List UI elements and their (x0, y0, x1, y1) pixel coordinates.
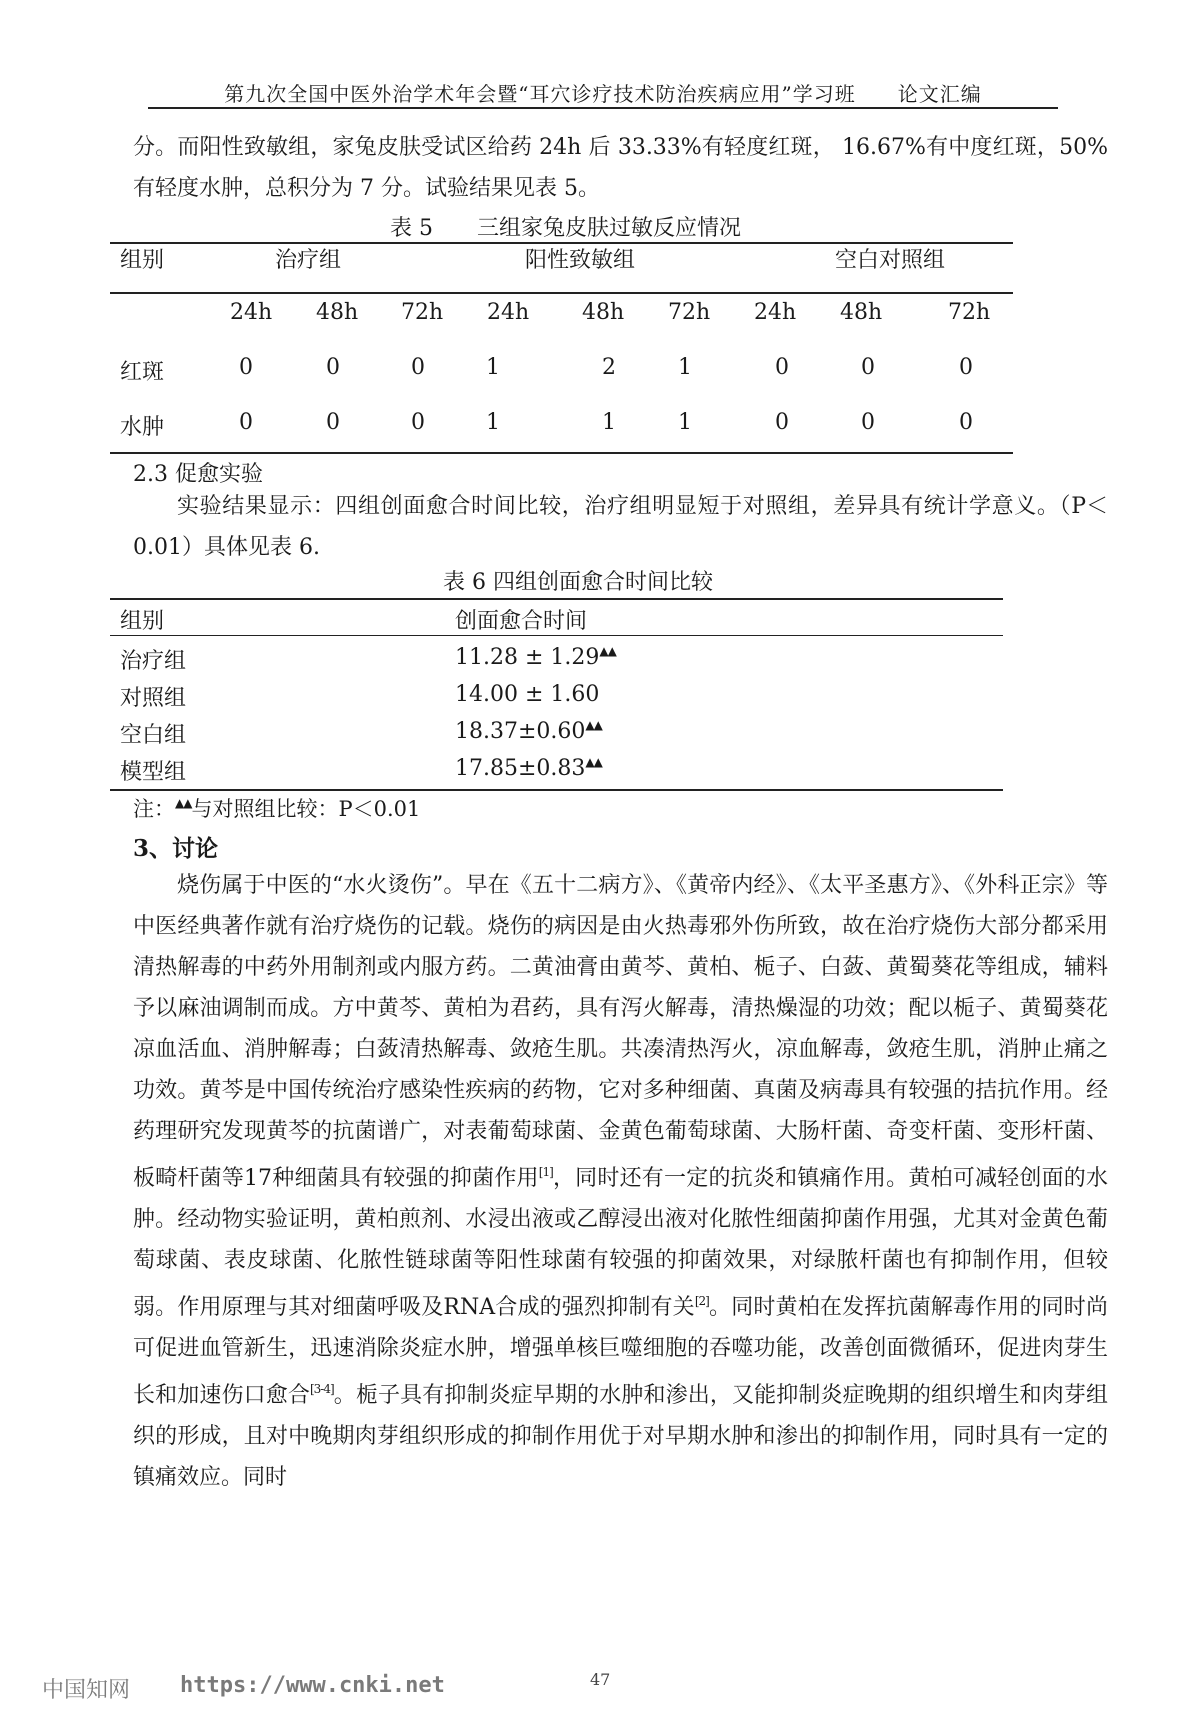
section-3-paragraph: 烧伤属于中医的“水火烫伤”。早在《五十二病方》、《黄帝内经》、《太平圣惠方》、《外科正宗》等中医经典著作就有治疗烧伤的记载。烧伤的病因是由火热毒邪外伤所致，故在治疗烧伤大部分都采用清热解毒的中药外用制剂或内服方药。二黄油膏由黄芩、黄柏、栀子、白蔹、黄蜀葵花等组成，辅料予以麻油调制而成。方中黄芩、黄柏为君药，具有泻火解毒，清热燥湿的功效；配以栀子、黄蜀葵花凉血活血、消肿解毒；白蔹清热解毒、敛疮生肌。共凑清热泻火，凉血解毒，敛疮生肌，消肿止痛之功效。黄芩是中国传统治疗感染性疾病的药物，它对多种细菌、真菌及病毒具有较强的拮抗作用。经药理研究发现黄芩的抗菌谱广，对表葡萄球菌、金黄色葡萄球菌、大肠杆菌、奇变杆菌、变形杆菌、板畸杆菌等17种细菌具有较强的抑菌作用[1]，同时还有一定的抗炎和镇痛作用。黄柏可减轻创面的水肿。经动物实验证明，黄柏煎剂、水浸出液或乙醇浸出液对化脓性细菌抑菌作用强，尤其对金黄色葡萄球菌、表皮球菌、化脓性链球菌等阳性球菌有较强的抑菌效果，对绿脓杆菌也有抑制作用，但较弱。作用原理与其对细菌呼吸及RNA合成的强烈抑制有关[2]。同时黄柏在发挥抗菌解毒作用的同时尚可促进血管新生，迅速消除炎症水肿，增强单核巨噬细胞的吞噬功能，改善创面微循环，促进肉芽生长和加速伤口愈合[3-4]。栀子具有抑制炎症早期的水肿和渗出，又能抑制炎症晚期的组织增生和肉芽组织的形成，且对中晚期肉芽组织形成的抑制作用优于对早期水肿和渗出的抑制作用，同时具有一定的镇痛效应。同时 (133, 873, 1108, 1490)
table5-cell: 1 (486, 355, 500, 380)
table5-time: 24h (754, 300, 797, 325)
table5-cell: 0 (861, 410, 875, 435)
table5-row-label: 红斑 (120, 360, 165, 385)
table5-cell: 0 (861, 355, 875, 380)
table6-col-header: 创面愈合时间 (455, 609, 588, 634)
table5-cell: 2 (602, 355, 616, 380)
table5-cell: 0 (959, 355, 973, 380)
citation: [2] (694, 1294, 709, 1308)
table5-group-header: 阳性致敏组 (525, 248, 636, 273)
table5-time: 24h (487, 300, 530, 325)
table6-row-value: 14.00 ± 1.60 (455, 682, 600, 707)
table5-cell: 0 (239, 410, 253, 435)
table5-cell: 0 (775, 410, 789, 435)
table5-cell: 0 (959, 410, 973, 435)
table5-header-rule (110, 292, 1013, 294)
table5-row-label: 水肿 (120, 415, 165, 440)
table6-row-group: 治疗组 (120, 649, 187, 674)
table5-cell: 0 (411, 410, 425, 435)
table6-row-value: 17.85±0.83▲▲ (455, 755, 602, 781)
section-2-3-paragraph: 实验结果显示：四组创面愈合时间比较，治疗组明显短于对照组，差异具有统计学意义。（P＜0.01）具体见表 6. (133, 494, 1108, 560)
table5-group-header: 空白对照组 (835, 248, 946, 273)
significance-mark: ▲▲ (175, 796, 192, 810)
table6-caption: 表 6 四组创面愈合时间比较 (443, 570, 713, 595)
page-number: 47 (590, 1670, 611, 1689)
table6-bottom-rule (110, 789, 1003, 791)
intro-paragraph: 分。而阳性致敏组，家兔皮肤受试区给药 24h 后 33.33%有轻度红斑， 16.67%有中度红斑，50%有轻度水肿，总积分为 7 分。试验结果见表 5。 (133, 135, 1108, 201)
running-header: 第九次全国中医外治学术年会暨“耳穴诊疗技术防治疾病应用”学习班 论文汇编 (224, 82, 982, 106)
citation: [1] (538, 1165, 553, 1179)
table5-cell: 0 (775, 355, 789, 380)
table5-time: 48h (316, 300, 359, 325)
table5-cell: 0 (239, 355, 253, 380)
table6-top-rule (110, 598, 1003, 600)
significance-mark: ▲▲ (599, 644, 616, 658)
table5-time: 24h (230, 300, 273, 325)
table5-time: 72h (948, 300, 991, 325)
table5-time: 72h (668, 300, 711, 325)
table5-cell: 0 (326, 355, 340, 380)
table6-header-rule (110, 635, 1003, 636)
header-rule (148, 107, 1058, 109)
table5-time: 72h (401, 300, 444, 325)
table6-row-group: 空白组 (120, 723, 187, 748)
section-2-3-heading: 2.3 促愈实验 (133, 462, 263, 487)
table5-cell: 1 (602, 410, 616, 435)
table6-col-header: 组别 (120, 609, 165, 634)
cnki-watermark: 中国知网 (42, 1678, 131, 1703)
table5-bottom-rule (110, 452, 1013, 454)
significance-mark: ▲▲ (585, 718, 602, 732)
table5-cell: 1 (678, 355, 692, 380)
significance-mark: ▲▲ (585, 755, 602, 769)
section-3-heading: 3、讨论 (133, 835, 219, 862)
table6-row-group: 对照组 (120, 686, 187, 711)
table5-col-header: 组别 (120, 248, 165, 273)
table6-row-value: 18.37±0.60▲▲ (455, 718, 602, 744)
table5-time: 48h (840, 300, 883, 325)
citation: [3-4] (309, 1382, 334, 1396)
table5-group-header: 治疗组 (275, 248, 342, 273)
table5-cell: 0 (326, 410, 340, 435)
table5-time: 48h (582, 300, 625, 325)
table5-cell: 1 (486, 410, 500, 435)
cnki-url: https://www.cnki.net (180, 1673, 445, 1698)
table6-row-value: 11.28 ± 1.29▲▲ (455, 644, 616, 670)
table5-cell: 1 (678, 410, 692, 435)
table6-note: 注：▲▲与对照组比较：P＜0.01 (133, 796, 421, 821)
table6-row-group: 模型组 (120, 760, 187, 785)
table5-cell: 0 (411, 355, 425, 380)
table5-caption: 表 5 三组家兔皮肤过敏反应情况 (390, 216, 741, 241)
